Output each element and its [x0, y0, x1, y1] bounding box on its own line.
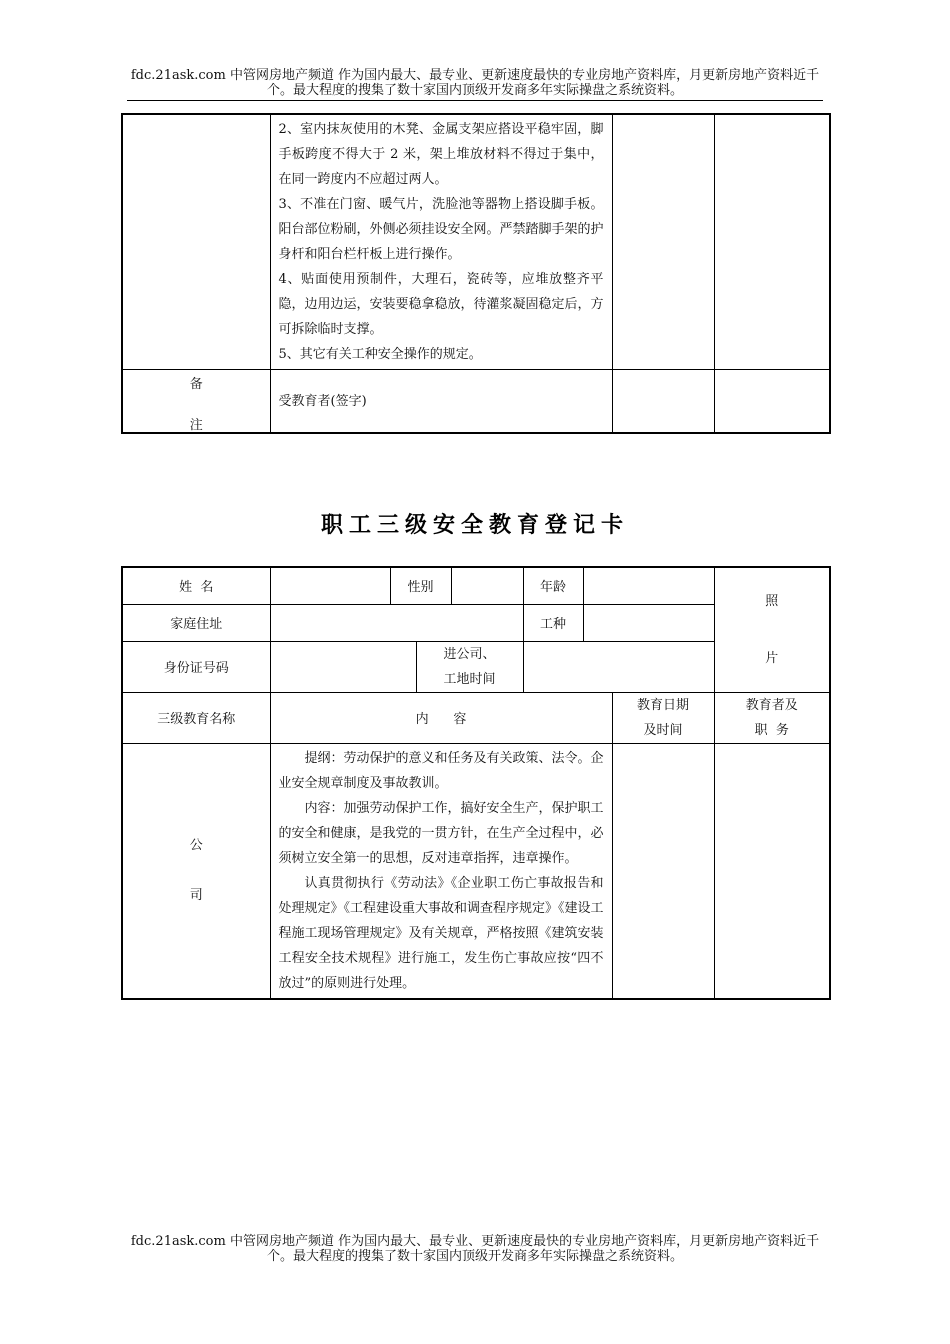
entry-time-line: 进公司、 — [443, 646, 496, 662]
age-label: 年龄 — [523, 567, 583, 604]
date-header-line: 及时间 — [643, 722, 683, 738]
address-value — [270, 604, 523, 641]
remarks-label-cell — [122, 370, 270, 434]
educator-header-line: 职 务 — [754, 722, 789, 738]
rule-item: 4、贴面使用预制件，大理石，瓷砖等，应堆放整齐平隐，边用边运，安装要稳拿稳放，待灌浆凝固稳定后，方可拆除临时支撑。 — [278, 272, 604, 337]
company-level-char: 司 — [189, 888, 203, 903]
name-value — [270, 567, 390, 604]
signature-cell — [270, 370, 612, 434]
level-name-header: 三级教育名称 — [122, 692, 270, 743]
job-label: 工种 — [523, 604, 583, 641]
rules-row — [122, 114, 830, 370]
page-footer: fdc.21ask.com 中管网房地产频道 作为国内最大、最专业、更新速度最快的专业房地产资料库，月更新房地产资料近千个。最大程度的搜集了数十家国内顶级开发商多年实际操盘之系统资料。 — [130, 1234, 820, 1264]
id-value — [270, 641, 416, 692]
company-level-char: 公 — [189, 838, 203, 853]
company-educator-cell — [714, 743, 830, 999]
content-header: 内 容 — [270, 692, 612, 743]
company-level-row — [122, 743, 830, 999]
company-content-cell — [270, 743, 612, 999]
entry-time-line: 工地时间 — [443, 671, 496, 687]
address-label: 家庭住址 — [122, 604, 270, 641]
photo-char: 照 — [765, 593, 779, 609]
rule-item: 3、不准在门窗、暖气片，洗脸池等器物上搭设脚手板。阳台部位粉刷，外侧必须挂设安全网。严禁踏脚手架的护身杆和阳台栏杆板上进行操作。 — [278, 197, 604, 262]
remarks-label-char: 注 — [189, 418, 203, 432]
remarks-label-char: 备 — [189, 377, 203, 392]
content-paragraph: 提纲：劳动保护的意义和任务及有关政策、法令。企业安全规章制度及事故教训。 — [278, 750, 604, 791]
date-header — [612, 692, 714, 743]
entry-time-label — [416, 641, 523, 692]
photo-char: 片 — [765, 650, 779, 666]
rules-educator-cell — [714, 114, 830, 370]
column-header-row — [122, 692, 830, 743]
rules-label-cell — [122, 114, 270, 370]
gender-label: 性别 — [390, 567, 451, 604]
name-row — [122, 567, 830, 604]
rules-date-cell — [612, 114, 714, 370]
safety-rules-table — [121, 113, 831, 434]
remarks-educator-cell — [714, 370, 830, 434]
id-label: 身份证号码 — [122, 641, 270, 692]
date-header-line: 教育日期 — [637, 697, 690, 713]
content-paragraph: 认真贯彻执行《劳动法》《企业职工伤亡事故报告和处理规定》《工程建设重大事故和调查程序规定》《建设工程施工现场管理规定》及有关规章，严格按照《建筑安装工程安全技术规程》进行施工，发生伤亡事故应按“四不放过”的原则进行处理。 — [278, 875, 604, 991]
photo-cell — [714, 567, 830, 692]
remarks-row — [122, 370, 830, 434]
educator-header-line: 教育者及 — [745, 697, 798, 713]
registration-card-table — [121, 566, 831, 1000]
remarks-date-cell — [612, 370, 714, 434]
signature-label: 受教育者(签字) — [278, 393, 367, 409]
rules-content-cell — [270, 114, 612, 370]
gender-value — [451, 567, 523, 604]
rule-item: 5、其它有关工种安全操作的规定。 — [278, 347, 482, 362]
name-label: 姓 名 — [122, 567, 270, 604]
job-value — [583, 604, 714, 641]
age-value — [583, 567, 714, 604]
rule-item: 2、室内抹灰使用的木凳、金属支架应搭设平稳牢固，脚手板跨度不得大于 2 米，架上堆放材料不得过于集中，在同一跨度内不应超过两人。 — [278, 122, 604, 187]
company-level-label — [122, 743, 270, 999]
company-date-cell — [612, 743, 714, 999]
content-paragraph: 内容：加强劳动保护工作，搞好安全生产，保护职工的安全和健康，是我党的一贯方针，在生产全过程中，必须树立安全第一的思想，反对违章指挥，违章操作。 — [278, 800, 604, 866]
form-title: 职工三级安全教育登记卡 — [320, 513, 629, 538]
entry-time-value — [523, 641, 714, 692]
educator-header — [714, 692, 830, 743]
page-header: fdc.21ask.com 中管网房地产频道 作为国内最大、最专业、更新速度最快的专业房地产资料库，月更新房地产资料近千个。最大程度的搜集了数十家国内顶级开发商多年实际操盘之系统资料。 — [127, 68, 823, 101]
